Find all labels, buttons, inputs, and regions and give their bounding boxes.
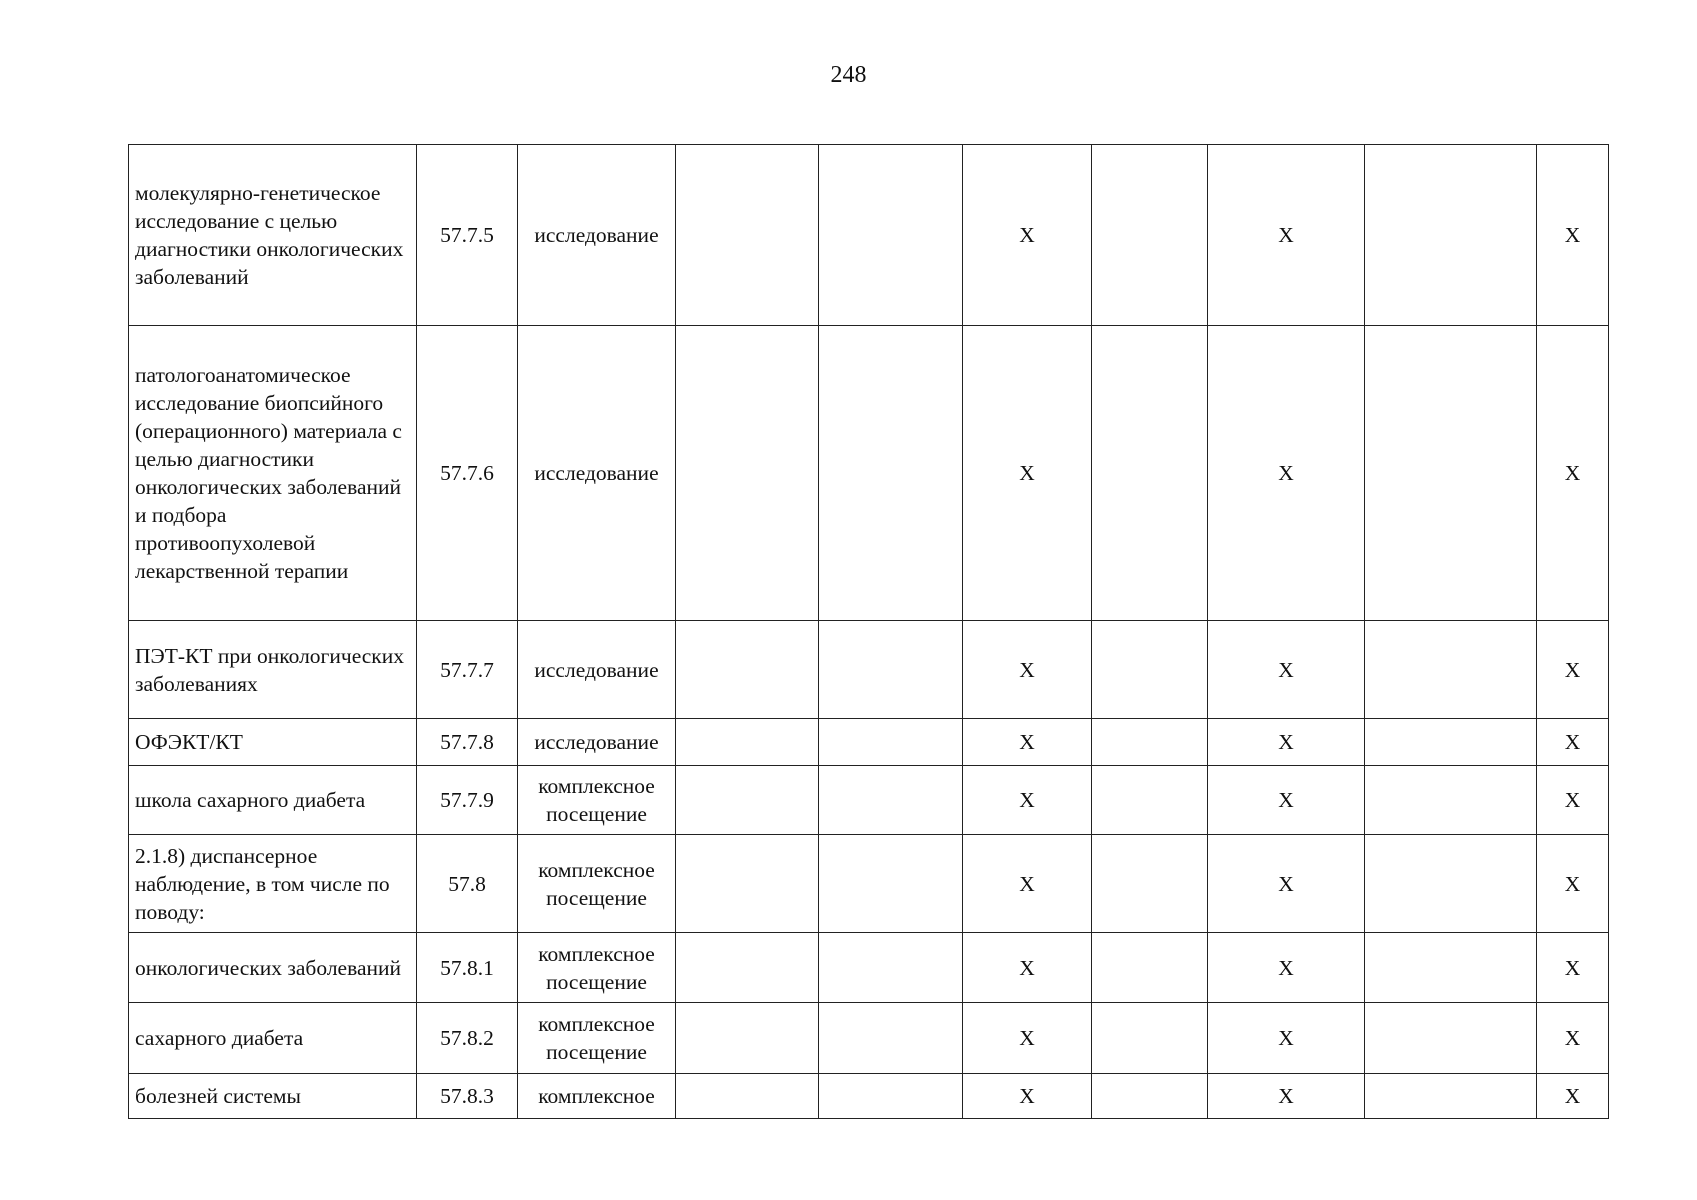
table-cell-x: X [1537, 1003, 1609, 1074]
table-cell-empty [1092, 719, 1208, 766]
table-cell-empty [1092, 145, 1208, 326]
table-row [129, 766, 1609, 835]
table-cell-unit: исследование [518, 145, 676, 326]
table-row [129, 621, 1609, 719]
table-cell-empty [1365, 326, 1537, 621]
table-cell-empty [1092, 1003, 1208, 1074]
table-cell-empty [676, 835, 819, 933]
table-cell-unit: комплексное посещение [518, 835, 676, 933]
table-cell-x: X [963, 719, 1092, 766]
table-cell-empty [1092, 933, 1208, 1003]
table-cell-code: 57.8.1 [417, 933, 518, 1003]
table-cell-name: 2.1.8) диспансерное наблюдение, в том числе по поводу: [129, 835, 417, 933]
table-cell-name: онкологических заболеваний [129, 933, 417, 1003]
table-cell-empty [819, 621, 963, 719]
table-row [129, 1003, 1609, 1074]
table-cell-unit: исследование [518, 719, 676, 766]
table-cell-x: X [1208, 933, 1365, 1003]
table-cell-x: X [963, 1003, 1092, 1074]
table-cell-code: 57.8.2 [417, 1003, 518, 1074]
table-cell-code: 57.7.8 [417, 719, 518, 766]
table-cell-code: 57.7.5 [417, 145, 518, 326]
table-cell-name: ОФЭКТ/КТ [129, 719, 417, 766]
table-cell-x: X [1537, 1074, 1609, 1119]
table-cell-unit: комплексное посещение [518, 766, 676, 835]
table-cell-empty [676, 145, 819, 326]
table-cell-empty [676, 1074, 819, 1119]
table-row [129, 326, 1609, 621]
table-cell-empty [676, 1003, 819, 1074]
table-cell-code: 57.7.6 [417, 326, 518, 621]
table-cell-empty [1365, 1074, 1537, 1119]
table-cell-empty [819, 766, 963, 835]
table-cell-name: сахарного диабета [129, 1003, 417, 1074]
table-cell-x: X [963, 766, 1092, 835]
table-cell-empty [819, 326, 963, 621]
table-cell-empty [1092, 326, 1208, 621]
table-cell-x: X [963, 326, 1092, 621]
table-cell-empty [676, 326, 819, 621]
table-cell-x: X [1537, 835, 1609, 933]
table-cell-name: патологоанатомическое исследование биопсийного (операционного) материала с целью диагностики онкологических заболеваний и подбора противоопухолевой лекарственной терапии [129, 326, 417, 621]
table-cell-x: X [1208, 719, 1365, 766]
table-cell-unit: исследование [518, 621, 676, 719]
table-cell-unit: комплексное посещение [518, 933, 676, 1003]
table-cell-x: X [1208, 145, 1365, 326]
table-cell-empty [819, 835, 963, 933]
table-cell-empty [1365, 766, 1537, 835]
table-cell-x: X [963, 835, 1092, 933]
table-cell-x: X [963, 145, 1092, 326]
table-cell-code: 57.7.9 [417, 766, 518, 835]
table-cell-x: X [1208, 621, 1365, 719]
table-cell-x: X [1208, 766, 1365, 835]
table-cell-code: 57.8 [417, 835, 518, 933]
table-cell-unit: исследование [518, 326, 676, 621]
services-table [128, 144, 1609, 1119]
table-cell-empty [1365, 145, 1537, 326]
table-cell-empty [676, 719, 819, 766]
table-cell-code: 57.7.7 [417, 621, 518, 719]
table-cell-x: X [1537, 766, 1609, 835]
table-cell-code: 57.8.3 [417, 1074, 518, 1119]
table-cell-empty [1092, 835, 1208, 933]
table-row [129, 145, 1609, 326]
table-cell-x: X [1208, 326, 1365, 621]
table-cell-empty [819, 1003, 963, 1074]
table-row [129, 1074, 1609, 1119]
table-cell-x: X [1537, 326, 1609, 621]
table-cell-empty [676, 933, 819, 1003]
table-cell-empty [1092, 621, 1208, 719]
table-cell-x: X [1537, 719, 1609, 766]
table-cell-unit: комплексное [518, 1074, 676, 1119]
table-cell-x: X [1208, 835, 1365, 933]
table-cell-x: X [963, 621, 1092, 719]
page-number: 248 [830, 62, 867, 88]
table-cell-empty [1365, 1003, 1537, 1074]
table-cell-empty [819, 719, 963, 766]
table-row [129, 719, 1609, 766]
table-cell-x: X [1208, 1003, 1365, 1074]
table-cell-name: ПЭТ-КТ при онкологических заболеваниях [129, 621, 417, 719]
table-cell-name: школа сахарного диабета [129, 766, 417, 835]
table-cell-name: болезней системы [129, 1074, 417, 1119]
table-cell-name: молекулярно-генетическое исследование с целью диагностики онкологических заболеваний [129, 145, 417, 326]
table-cell-empty [819, 1074, 963, 1119]
table-cell-x: X [1208, 1074, 1365, 1119]
table-cell-empty [819, 933, 963, 1003]
table-cell-unit: комплексное посещение [518, 1003, 676, 1074]
table-cell-empty [819, 145, 963, 326]
table-cell-empty [1092, 1074, 1208, 1119]
table-cell-empty [1365, 719, 1537, 766]
table-row [129, 933, 1609, 1003]
table-cell-x: X [1537, 933, 1609, 1003]
table-cell-empty [1365, 621, 1537, 719]
table-cell-empty [1365, 835, 1537, 933]
table-cell-empty [1092, 766, 1208, 835]
table-cell-empty [676, 766, 819, 835]
table-row [129, 835, 1609, 933]
table-cell-empty [676, 621, 819, 719]
table-cell-x: X [963, 933, 1092, 1003]
table-cell-empty [1365, 933, 1537, 1003]
table-cell-x: X [1537, 621, 1609, 719]
table-cell-x: X [1537, 145, 1609, 326]
table-cell-x: X [963, 1074, 1092, 1119]
